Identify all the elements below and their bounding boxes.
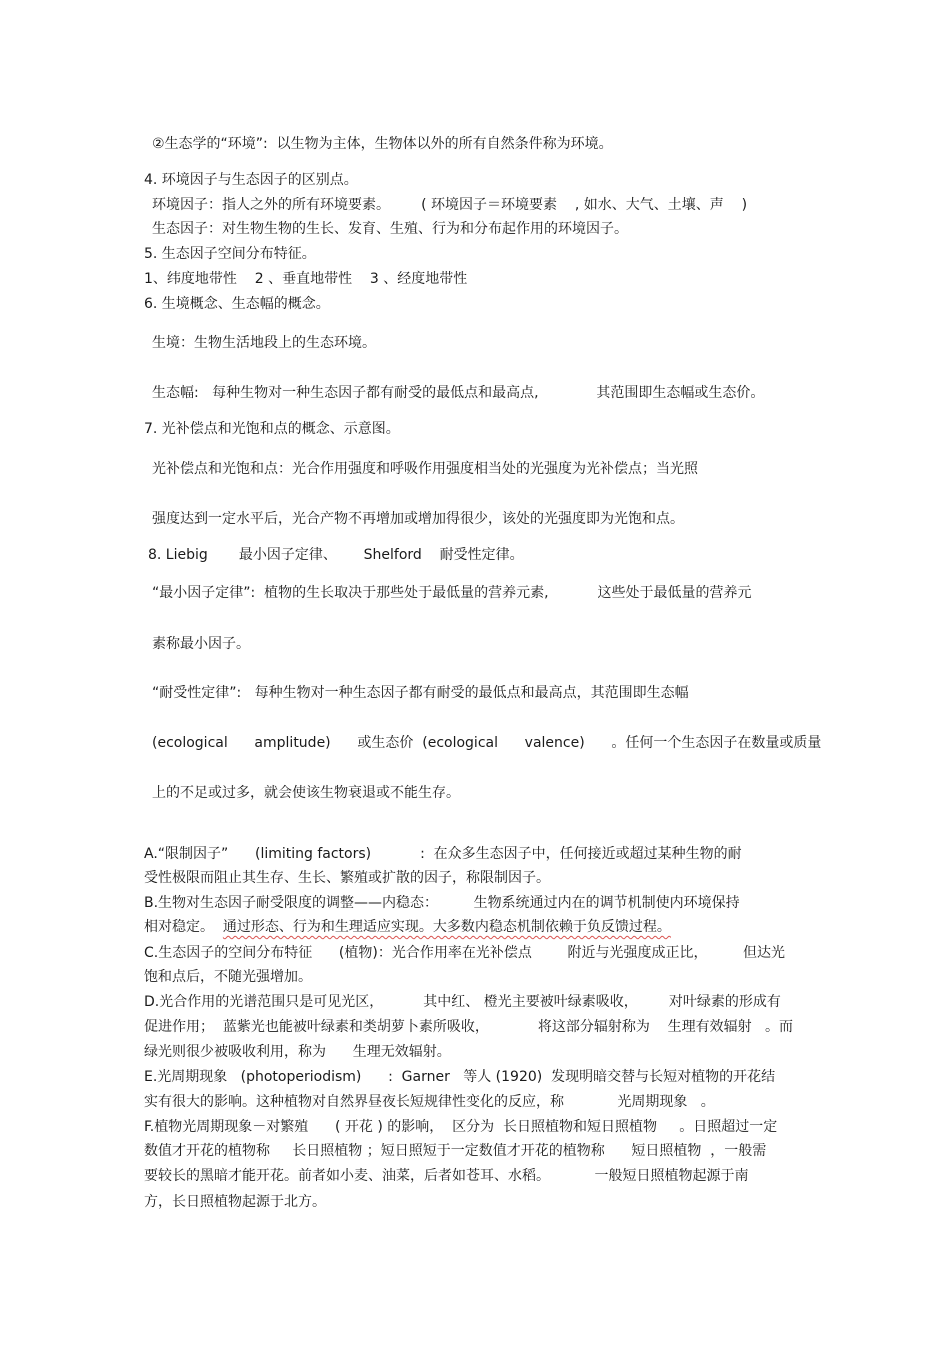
heading-8: 8. Liebig 最小因子定律、 Shelford 耐受性定律。	[148, 547, 524, 563]
item-d-line1: D.光合作用的光谱范围只是可见光区， 其中红、 橙光主要被叶绿素吸收， 对叶绿素的形成有	[144, 994, 781, 1010]
heading-5: 5. 生态因子空间分布特征。	[144, 246, 316, 262]
heading-7: 7. 光补偿点和光饱和点的概念、示意图。	[144, 421, 400, 437]
line-compensation-point: 光补偿点和光饱和点：光合作用强度和呼吸作用强度相当处的光强度为光补偿点；当光照	[152, 461, 698, 477]
item-a-line1: A.“限制因子” (limiting factors) : 在众多生态因子中，任何接近或超过某种生物的耐	[144, 846, 742, 862]
heading-4: 4. 环境因子与生态因子的区别点。	[144, 172, 358, 188]
line-ecological-factor: 生态因子：对生物生物的生长、发育、生殖、行为和分布起作用的环境因子。	[152, 221, 628, 237]
item-b-text: 相对稳定。	[144, 919, 223, 935]
line-habitat: 生境：生物生活地段上的生态环境。	[152, 335, 376, 351]
line-tolerance-law: “耐受性定律”: 每种生物对一种生态因子都有耐受的最低点和最高点，其范围即生态幅	[152, 685, 689, 701]
line-zonality: 1、纬度地带性 2 、垂直地带性 3 、经度地带性	[144, 271, 468, 287]
item-c-line1: C.生态因子的空间分布特征 (植物)：光合作用率在光补偿点 附近与光强度成正比， 但达光	[144, 945, 786, 961]
line-minimum-law: “最小因子定律”: 植物的生长取决于那些处于最低量的营养元素, 这些处于最低量的营养元	[152, 585, 752, 601]
spellcheck-underlined-text: 通过形态、行为和生理适应实现。大多数内稳态机制依赖于负反馈过程。	[222, 919, 671, 935]
item-c-line2: 饱和点后，不随光强增加。	[144, 969, 312, 985]
item-f-line1: F.植物光周期现象－对繁殖 ( 开花 ) 的影响， 区分为 长日照植物和短日照植物 。日照超过一定	[144, 1119, 778, 1135]
line-tolerance-end: 上的不足或过多，就会使该生物衰退或不能生存。	[152, 785, 460, 801]
item-f-line4: 方，长日照植物起源于北方。	[144, 1194, 326, 1210]
item-d-line2: 促进作用； 蓝紫光也能被叶绿素和类胡萝卜素所吸收， 将这部分辐射称为 生理有效辐射 。而	[144, 1019, 794, 1035]
line-ecological-amplitude: 生态幅: 每种生物对一种生态因子都有耐受的最低点和最高点, 其范围即生态幅或生态价。	[152, 385, 765, 401]
heading-6: 6. 生境概念、生态幅的概念。	[144, 296, 330, 312]
line-environmental-factor: 环境因子：指人之外的所有环境要素。 ( 环境因子＝环境要素 , 如水、大气、土壤、声 )	[152, 197, 748, 213]
line-ecological-valence: (ecological amplitude) 或生态价 (ecological valence) 。任何一个生态因子在数量或质量	[152, 735, 822, 751]
item-e-line1: E.光周期现象 (photoperiodism) : Garner 等人 (1920) 发现明暗交替与长短对植物的开花结	[144, 1069, 776, 1085]
item-e-line2: 实有很大的影响。这种植物对自然界昼夜长短规律性变化的反应，称 光周期现象 。	[144, 1094, 715, 1110]
line-minimum-factor: 素称最小因子。	[152, 636, 250, 652]
item-f-line2: 数值才开花的植物称 长日照植物 ；短日照短于一定数值才开花的植物称 短日照植物 ，一般需	[144, 1143, 767, 1159]
item-a-line2: 受性极限而阻止其生存、生长、繁殖或扩散的因子，称限制因子。	[144, 870, 550, 886]
item-d-line3: 绿光则很少被吸收利用，称为 生理无效辐射。	[144, 1044, 451, 1060]
item-b-line1: B.生物对生态因子耐受限度的调整——内稳态： 生物系统通过内在的调节机制使内环境保持	[144, 895, 740, 911]
line-saturation-point: 强度达到一定水平后，光合产物不再增加或增加得很少，该处的光强度即为光饱和点。	[152, 511, 684, 527]
item-b-line2	[144, 918, 671, 936]
item-f-line3: 要较长的黑暗才能开花。前者如小麦、油菜，后者如苍耳、水稻。 一般短日照植物起源于南	[144, 1168, 749, 1184]
line-environment-definition: ②生态学的“环境”: 以生物为主体，生物体以外的所有自然条件称为环境。	[152, 136, 613, 152]
